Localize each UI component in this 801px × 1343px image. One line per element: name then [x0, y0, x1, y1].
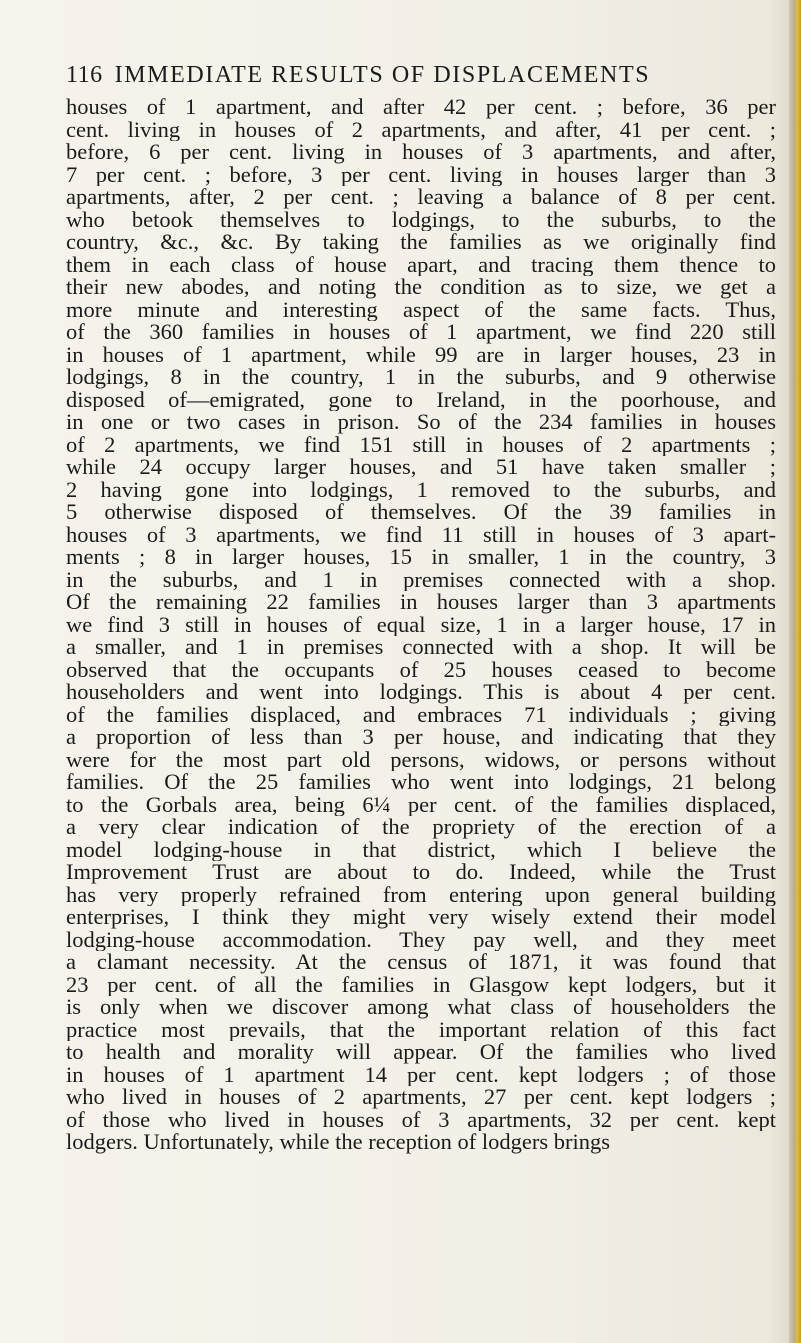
- text-line: a proportion of less than 3 per house, and indicating that they: [66, 726, 776, 749]
- text-line: 23 per cent. of all the families in Glasgow kept lodgers, but it: [66, 973, 776, 996]
- text-line: a clamant necessity. At the census of 1871, it was found that: [66, 951, 776, 974]
- text-line: them in each class of house apart, and tracing them thence to: [66, 253, 776, 276]
- text-line: country, &c., &c. By taking the families as we originally find: [66, 231, 776, 254]
- text-line: to health and morality will appear. Of the families who lived: [66, 1041, 776, 1064]
- text-line: Of the remaining 22 families in houses larger than 3 apartments: [66, 591, 776, 614]
- text-line: ments ; 8 in larger houses, 15 in smaller, 1 in the country, 3: [66, 546, 776, 569]
- text-line: their new abodes, and noting the condition as to size, we get a: [66, 276, 776, 299]
- text-line: families. Of the 25 families who went into lodgings, 21 belong: [66, 771, 776, 794]
- text-line: in the suburbs, and 1 in premises connected with a shop.: [66, 568, 776, 591]
- text-line: a very clear indication of the propriety of the erection of a: [66, 816, 776, 839]
- text-line: a smaller, and 1 in premises connected with a shop. It will be: [66, 636, 776, 659]
- text-line: 2 having gone into lodgings, 1 removed to the suburbs, and: [66, 478, 776, 501]
- text-line: lodgers. Unfortunately, while the reception of lodgers brings: [66, 1131, 611, 1154]
- text-line: to the Gorbals area, being 6¼ per cent. of the families displaced,: [66, 793, 776, 816]
- text-line: model lodging-house in that district, which I believe the: [66, 838, 776, 861]
- text-line: who betook themselves to lodgings, to the suburbs, to the: [66, 208, 776, 231]
- text-line: 7 per cent. ; before, 3 per cent. living in houses larger than 3: [66, 163, 776, 186]
- text-line: householders and went into lodgings. This is about 4 per cent.: [66, 681, 776, 704]
- text-line: lodging-house accommodation. They pay well, and they meet: [66, 928, 776, 951]
- text-line: were for the most part old persons, widows, or persons without: [66, 748, 776, 771]
- text-line: 5 otherwise disposed of themselves. Of the 39 families in: [66, 501, 776, 524]
- running-title: IMMEDIATE RESULTS OF DISPLACEMENTS: [114, 62, 651, 88]
- text-line: of the families displaced, and embraces 71 individuals ; giving: [66, 703, 776, 726]
- text-line: has very properly refrained from entering upon general building: [66, 883, 776, 906]
- text-line: of the 360 families in houses of 1 apartment, we find 220 still: [66, 321, 776, 344]
- text-line: enterprises, I think they might very wisely extend their model: [66, 906, 776, 929]
- body-text: [66, 96, 776, 1154]
- text-line: houses of 1 apartment, and after 42 per cent. ; before, 36 per: [66, 96, 776, 119]
- text-line: who lived in houses of 2 apartments, 27 per cent. kept lodgers ;: [66, 1086, 776, 1109]
- text-line: houses of 3 apartments, we find 11 still in houses of 3 apart-: [66, 523, 776, 546]
- text-line: practice most prevails, that the important relation of this fact: [66, 1018, 776, 1041]
- text-line: Improvement Trust are about to do. Indeed, while the Trust: [66, 861, 776, 884]
- text-line: observed that the occupants of 25 houses ceased to become: [66, 658, 776, 681]
- text-line: lodgings, 8 in the country, 1 in the suburbs, and 9 otherwise: [66, 366, 776, 389]
- text-line: in one or two cases in prison. So of the 234 families in houses: [66, 411, 776, 434]
- text-line: in houses of 1 apartment, while 99 are in larger houses, 23 in: [66, 343, 776, 366]
- text-line: is only when we discover among what class of householders the: [66, 996, 776, 1019]
- text-line: cent. living in houses of 2 apartments, and after, 41 per cent. ;: [66, 118, 776, 141]
- running-head: [66, 62, 650, 89]
- text-line: disposed of—emigrated, gone to Ireland, in the poorhouse, and: [66, 388, 776, 411]
- page-edge-strip: [789, 0, 801, 1343]
- text-line: before, 6 per cent. living in houses of 3 apartments, and after,: [66, 141, 776, 164]
- text-line: more minute and interesting aspect of the same facts. Thus,: [66, 298, 776, 321]
- text-line: in houses of 1 apartment 14 per cent. kept lodgers ; of those: [66, 1063, 776, 1086]
- text-line: of 2 apartments, we find 151 still in houses of 2 apartments ;: [66, 433, 776, 456]
- text-line: apartments, after, 2 per cent. ; leaving a balance of 8 per cent.: [66, 186, 776, 209]
- page-number: 116: [66, 62, 103, 88]
- text-line: of those who lived in houses of 3 apartments, 32 per cent. kept: [66, 1108, 776, 1131]
- text-line: we find 3 still in houses of equal size, 1 in a larger house, 17 in: [66, 613, 776, 636]
- text-line: while 24 occupy larger houses, and 51 have taken smaller ;: [66, 456, 776, 479]
